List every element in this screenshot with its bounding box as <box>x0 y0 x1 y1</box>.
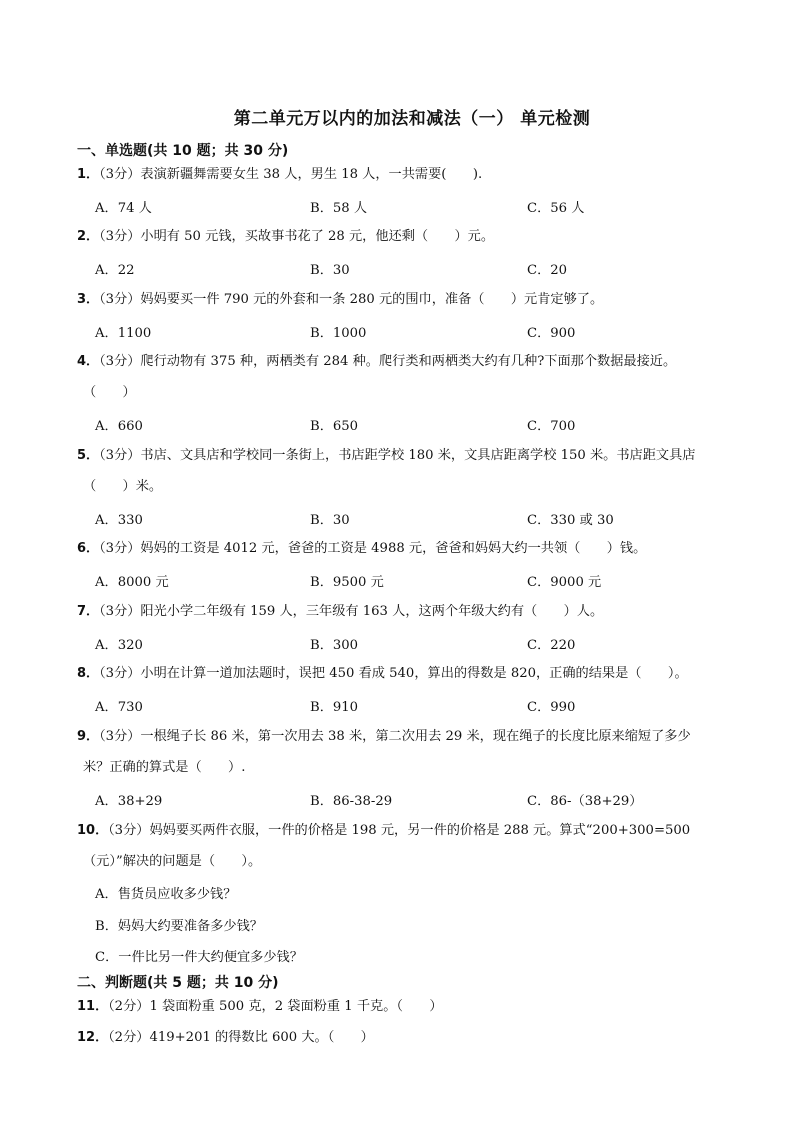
question-number: 10． <box>77 823 109 838</box>
option-a[interactable]: A．320 <box>95 638 143 653</box>
question-12 <box>77 1022 747 1053</box>
question-text: 爬行动物有 375 种，两栖类有 284 种。爬行类和两栖类大约有几种?下面那个数据最接近。 <box>140 354 677 369</box>
option-a[interactable]: A．74 人 <box>95 201 152 216</box>
option-c[interactable]: C．990 <box>527 700 576 715</box>
question-score: （3分） <box>99 666 141 681</box>
question-10 <box>77 815 747 846</box>
option-b[interactable]: B．86-38-29 <box>310 794 393 809</box>
option-b[interactable]: B．650 <box>310 419 359 434</box>
options-row <box>95 509 695 529</box>
question-number: 5． <box>77 448 100 463</box>
section-header-true-false: 二、判断题(共 5 题；共 10 分) <box>77 975 279 991</box>
options-row <box>95 415 695 435</box>
option-a[interactable]: A．330 <box>95 513 143 528</box>
question-number: 12． <box>77 1030 109 1045</box>
question-number: 6． <box>77 541 100 556</box>
option-b[interactable]: B．30 <box>310 263 350 278</box>
options-row <box>95 790 695 810</box>
question-text: 小明在计算一道加法题时，误把 450 看成 540，算出的得数是 820，正确的结果是（ ）。 <box>140 666 688 681</box>
question-continuation: （ ）米。 <box>83 479 163 494</box>
option-c[interactable]: C．330 或 30 <box>527 513 614 528</box>
question-continuation: （元）”解决的问题是（ ）。 <box>83 854 262 869</box>
question-number: 4． <box>77 354 100 369</box>
options-row <box>95 259 695 279</box>
question-text: 表演新疆舞需要女生 38 人，男生 18 人，一共需要( ). <box>140 167 483 182</box>
option-a[interactable]: A．660 <box>95 419 143 434</box>
question-text: 阳光小学二年级有 159 人，三年级有 163 人，这两个年级大约有（ ）人。 <box>140 604 604 619</box>
question-text: 一根绳子长 86 米，第一次用去 38 米，第二次用去 29 米，现在绳子的长度比原来缩短了多少 <box>140 729 691 744</box>
question-text: 小明有 50 元钱，买故事书花了 28 元，他还剩（ ）元。 <box>140 229 495 244</box>
options-row <box>95 322 695 342</box>
options-row <box>95 197 695 217</box>
option-c[interactable]: C．900 <box>527 326 576 341</box>
question-number: 7． <box>77 604 100 619</box>
question-number: 9． <box>77 729 100 744</box>
section-header-single-choice: 一、单选题(共 10 题；共 30 分) <box>77 143 289 159</box>
option-b[interactable]: B．30 <box>310 513 350 528</box>
option-c[interactable]: C．一件比另一件大约便宜多少钱？ <box>95 950 303 965</box>
question-score: （3分） <box>99 229 141 244</box>
options-row <box>95 696 695 716</box>
question-score: （3分） <box>108 823 150 838</box>
question-7 <box>77 596 747 627</box>
option-a[interactable]: A．售货员应收多少钱？ <box>95 887 237 902</box>
question-continuation: （ ） <box>83 385 136 400</box>
question-number: 3． <box>77 292 100 307</box>
option-c[interactable]: C．86-（38+29） <box>527 794 643 809</box>
question-number: 2． <box>77 229 100 244</box>
question-5 <box>77 440 747 471</box>
option-b[interactable]: B．9500 元 <box>310 575 384 590</box>
option-a[interactable]: A．22 <box>95 263 135 278</box>
option-a[interactable]: A．1100 <box>95 326 152 341</box>
options-row <box>95 571 695 591</box>
option-b[interactable]: B．1000 <box>310 326 367 341</box>
option-c[interactable]: C．220 <box>527 638 576 653</box>
question-score: （3分） <box>99 729 141 744</box>
question-9 <box>77 721 747 752</box>
question-text: 妈妈的工资是 4012 元，爸爸的工资是 4988 元，爸爸和妈妈大约一共领（ ）钱。 <box>140 541 647 556</box>
option-c[interactable]: C．9000 元 <box>527 575 602 590</box>
option-c[interactable]: C．56 人 <box>527 201 585 216</box>
question-2 <box>77 221 747 252</box>
question-score: （3分） <box>99 604 141 619</box>
option-a[interactable]: A．38+29 <box>95 794 163 809</box>
option-c[interactable]: C．20 <box>527 263 568 278</box>
question-score: （3分） <box>99 167 141 182</box>
question-text: 419+201 的得数比 600 大。（ ） <box>149 1030 374 1045</box>
option-b[interactable]: B．58 人 <box>310 201 368 216</box>
question-score: （3分） <box>99 541 141 556</box>
question-continuation: 米？正确的算式是（ ）. <box>83 760 246 775</box>
option-a[interactable]: A．8000 元 <box>95 575 169 590</box>
question-text: 1 袋面粉重 500 克，2 袋面粉重 1 千克。（ ） <box>149 999 443 1014</box>
option-a[interactable]: A．730 <box>95 700 143 715</box>
options-row <box>95 634 695 654</box>
page-title: 第二单元万以内的加法和减法（一） 单元检测 <box>233 109 591 129</box>
option-b[interactable]: B．910 <box>310 700 359 715</box>
question-11 <box>77 991 747 1022</box>
question-number: 1． <box>77 167 100 182</box>
question-score: （3分） <box>99 354 141 369</box>
question-1 <box>77 159 747 190</box>
option-b[interactable]: B．妈妈大约要准备多少钱？ <box>95 919 263 934</box>
question-text: 书店、文具店和学校同一条街上，书店距学校 180 米，文具店距离学校 150 米。书店距文具店 <box>140 448 696 463</box>
question-score: （2分） <box>108 999 150 1014</box>
question-text: 妈妈要买一件 790 元的外套和一条 280 元的围巾，准备（ ）元肯定够了。 <box>140 292 604 307</box>
question-score: （2分） <box>108 1030 150 1045</box>
question-4 <box>77 346 747 377</box>
question-score: （3分） <box>99 292 141 307</box>
question-number: 11． <box>77 999 109 1014</box>
question-3 <box>77 284 747 315</box>
question-8 <box>77 658 747 689</box>
question-6 <box>77 533 747 564</box>
option-b[interactable]: B．300 <box>310 638 359 653</box>
question-score: （3分） <box>99 448 141 463</box>
option-c[interactable]: C．700 <box>527 419 576 434</box>
question-text: 妈妈要买两件衣服，一件的价格是 198 元，另一件的价格是 288 元。算式“200+300=500 <box>149 823 691 838</box>
question-number: 8． <box>77 666 100 681</box>
